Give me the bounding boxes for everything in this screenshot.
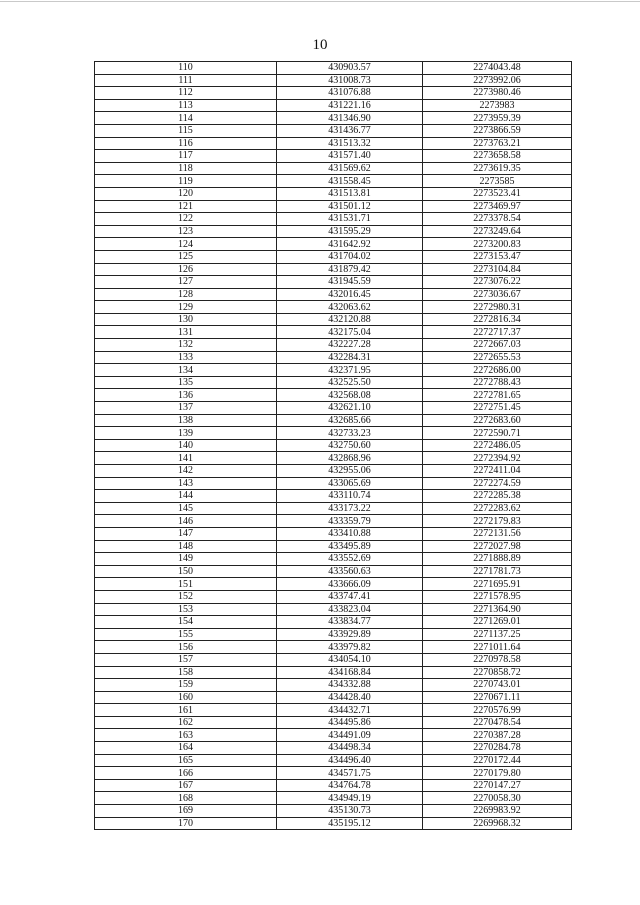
table-row xyxy=(95,792,572,805)
table-row xyxy=(95,653,572,666)
table-row xyxy=(95,590,572,603)
table-row xyxy=(95,250,572,263)
x-coordinate-cell: 431879.42 xyxy=(277,263,423,276)
page-edge-line xyxy=(0,1,640,2)
y-coordinate-cell: 2271011.64 xyxy=(423,641,572,654)
point-number-cell: 159 xyxy=(95,679,277,692)
table-row xyxy=(95,553,572,566)
table-row xyxy=(95,99,572,112)
y-coordinate-cell: 2271781.73 xyxy=(423,565,572,578)
x-coordinate-cell: 435195.12 xyxy=(277,817,423,830)
y-coordinate-cell: 2270058.30 xyxy=(423,792,572,805)
x-coordinate-cell: 433065.69 xyxy=(277,477,423,490)
point-number-cell: 123 xyxy=(95,225,277,238)
x-coordinate-cell: 431221.16 xyxy=(277,99,423,112)
y-coordinate-cell: 2270671.11 xyxy=(423,691,572,704)
x-coordinate-cell: 431513.32 xyxy=(277,137,423,150)
table-row xyxy=(95,565,572,578)
table-row xyxy=(95,427,572,440)
y-coordinate-cell: 2270179.80 xyxy=(423,767,572,780)
x-coordinate-cell: 433495.89 xyxy=(277,540,423,553)
y-coordinate-cell: 2272285.38 xyxy=(423,490,572,503)
y-coordinate-cell: 2273036.67 xyxy=(423,288,572,301)
point-number-cell: 162 xyxy=(95,716,277,729)
table-row xyxy=(95,62,572,75)
x-coordinate-cell: 433410.88 xyxy=(277,527,423,540)
table-row xyxy=(95,540,572,553)
y-coordinate-cell: 2269983.92 xyxy=(423,805,572,818)
x-coordinate-cell: 432284.31 xyxy=(277,351,423,364)
point-number-cell: 129 xyxy=(95,301,277,314)
y-coordinate-cell: 2273249.64 xyxy=(423,225,572,238)
y-coordinate-cell: 2272590.71 xyxy=(423,427,572,440)
y-coordinate-cell: 2273200.83 xyxy=(423,238,572,251)
y-coordinate-cell: 2273983 xyxy=(423,99,572,112)
table-row xyxy=(95,238,572,251)
point-number-cell: 110 xyxy=(95,62,277,75)
table-row xyxy=(95,704,572,717)
table-row xyxy=(95,288,572,301)
page-number: 10 xyxy=(312,37,328,53)
point-number-cell: 138 xyxy=(95,414,277,427)
y-coordinate-cell: 2272486.05 xyxy=(423,439,572,452)
x-coordinate-cell: 431531.71 xyxy=(277,213,423,226)
table-row xyxy=(95,313,572,326)
x-coordinate-cell: 432371.95 xyxy=(277,364,423,377)
table-row xyxy=(95,603,572,616)
point-number-cell: 157 xyxy=(95,653,277,666)
table-row xyxy=(95,477,572,490)
y-coordinate-cell: 2271578.95 xyxy=(423,590,572,603)
point-number-cell: 145 xyxy=(95,502,277,515)
point-number-cell: 168 xyxy=(95,792,277,805)
point-number-cell: 143 xyxy=(95,477,277,490)
x-coordinate-cell: 435130.73 xyxy=(277,805,423,818)
x-coordinate-cell: 434491.09 xyxy=(277,729,423,742)
x-coordinate-cell: 432955.06 xyxy=(277,465,423,478)
x-coordinate-cell: 434332.88 xyxy=(277,679,423,692)
x-coordinate-cell: 434428.40 xyxy=(277,691,423,704)
x-coordinate-cell: 431513.81 xyxy=(277,187,423,200)
point-number-cell: 114 xyxy=(95,112,277,125)
table-row xyxy=(95,137,572,150)
point-number-cell: 149 xyxy=(95,553,277,566)
x-coordinate-cell: 431569.62 xyxy=(277,162,423,175)
x-coordinate-cell: 434495.86 xyxy=(277,716,423,729)
x-coordinate-cell: 431704.02 xyxy=(277,250,423,263)
x-coordinate-cell: 434764.78 xyxy=(277,779,423,792)
table-row xyxy=(95,754,572,767)
x-coordinate-cell: 431076.88 xyxy=(277,87,423,100)
x-coordinate-cell: 433110.74 xyxy=(277,490,423,503)
table-row xyxy=(95,376,572,389)
y-coordinate-cell: 2273585 xyxy=(423,175,572,188)
table-row xyxy=(95,515,572,528)
table-row xyxy=(95,200,572,213)
y-coordinate-cell: 2271888.89 xyxy=(423,553,572,566)
y-coordinate-cell: 2270387.28 xyxy=(423,729,572,742)
y-coordinate-cell: 2272283.62 xyxy=(423,502,572,515)
point-number-cell: 111 xyxy=(95,74,277,87)
point-number-cell: 113 xyxy=(95,99,277,112)
y-coordinate-cell: 2273619.35 xyxy=(423,162,572,175)
x-coordinate-cell: 434498.34 xyxy=(277,742,423,755)
x-coordinate-cell: 431501.12 xyxy=(277,200,423,213)
point-number-cell: 126 xyxy=(95,263,277,276)
y-coordinate-cell: 2272717.37 xyxy=(423,326,572,339)
y-coordinate-cell: 2270576.99 xyxy=(423,704,572,717)
x-coordinate-cell: 432750.60 xyxy=(277,439,423,452)
x-coordinate-cell: 434432.71 xyxy=(277,704,423,717)
point-number-cell: 156 xyxy=(95,641,277,654)
x-coordinate-cell: 432120.88 xyxy=(277,313,423,326)
point-number-cell: 130 xyxy=(95,313,277,326)
table-row xyxy=(95,716,572,729)
x-coordinate-cell: 431558.45 xyxy=(277,175,423,188)
table-row xyxy=(95,641,572,654)
point-number-cell: 166 xyxy=(95,767,277,780)
x-coordinate-cell: 432868.96 xyxy=(277,452,423,465)
point-number-cell: 121 xyxy=(95,200,277,213)
point-number-cell: 147 xyxy=(95,527,277,540)
y-coordinate-cell: 2272411.04 xyxy=(423,465,572,478)
y-coordinate-cell: 2271137.25 xyxy=(423,628,572,641)
point-number-cell: 161 xyxy=(95,704,277,717)
y-coordinate-cell: 2272274.59 xyxy=(423,477,572,490)
table-row xyxy=(95,490,572,503)
x-coordinate-cell: 431008.73 xyxy=(277,74,423,87)
y-coordinate-cell: 2270858.72 xyxy=(423,666,572,679)
table-row xyxy=(95,691,572,704)
y-coordinate-cell: 2272816.34 xyxy=(423,313,572,326)
point-number-cell: 164 xyxy=(95,742,277,755)
y-coordinate-cell: 2272751.45 xyxy=(423,402,572,415)
y-coordinate-cell: 2273763.21 xyxy=(423,137,572,150)
table-row xyxy=(95,616,572,629)
y-coordinate-cell: 2270172.44 xyxy=(423,754,572,767)
table-row xyxy=(95,502,572,515)
y-coordinate-cell: 2272683.60 xyxy=(423,414,572,427)
point-number-cell: 125 xyxy=(95,250,277,263)
y-coordinate-cell: 2270147.27 xyxy=(423,779,572,792)
point-number-cell: 146 xyxy=(95,515,277,528)
y-coordinate-cell: 2273866.59 xyxy=(423,124,572,137)
point-number-cell: 155 xyxy=(95,628,277,641)
y-coordinate-cell: 2271364.90 xyxy=(423,603,572,616)
y-coordinate-cell: 2270478.54 xyxy=(423,716,572,729)
x-coordinate-cell: 434054.10 xyxy=(277,653,423,666)
y-coordinate-cell: 2272788.43 xyxy=(423,376,572,389)
table-row xyxy=(95,225,572,238)
point-number-cell: 170 xyxy=(95,817,277,830)
table-row xyxy=(95,452,572,465)
point-number-cell: 150 xyxy=(95,565,277,578)
x-coordinate-cell: 432227.28 xyxy=(277,339,423,352)
table-row xyxy=(95,276,572,289)
y-coordinate-cell: 2272980.31 xyxy=(423,301,572,314)
y-coordinate-cell: 2272686.00 xyxy=(423,364,572,377)
table-row xyxy=(95,817,572,830)
x-coordinate-cell: 433560.63 xyxy=(277,565,423,578)
y-coordinate-cell: 2273523.41 xyxy=(423,187,572,200)
x-coordinate-cell: 434571.75 xyxy=(277,767,423,780)
y-coordinate-cell: 2273658.58 xyxy=(423,150,572,163)
y-coordinate-cell: 2271695.91 xyxy=(423,578,572,591)
table-row xyxy=(95,779,572,792)
y-coordinate-cell: 2273076.22 xyxy=(423,276,572,289)
table-row xyxy=(95,150,572,163)
table-row xyxy=(95,124,572,137)
y-coordinate-cell: 2273469.97 xyxy=(423,200,572,213)
point-number-cell: 134 xyxy=(95,364,277,377)
y-coordinate-cell: 2273992.06 xyxy=(423,74,572,87)
y-coordinate-cell: 2270284.78 xyxy=(423,742,572,755)
table-row xyxy=(95,339,572,352)
table-row xyxy=(95,187,572,200)
table-row xyxy=(95,465,572,478)
table-row xyxy=(95,439,572,452)
table-row xyxy=(95,301,572,314)
point-number-cell: 118 xyxy=(95,162,277,175)
x-coordinate-cell: 433929.89 xyxy=(277,628,423,641)
y-coordinate-cell: 2271269.01 xyxy=(423,616,572,629)
point-number-cell: 132 xyxy=(95,339,277,352)
y-coordinate-cell: 2272781.65 xyxy=(423,389,572,402)
x-coordinate-cell: 433834.77 xyxy=(277,616,423,629)
table-row xyxy=(95,87,572,100)
y-coordinate-cell: 2273153.47 xyxy=(423,250,572,263)
x-coordinate-cell: 431642.92 xyxy=(277,238,423,251)
y-coordinate-cell: 2270978.58 xyxy=(423,653,572,666)
x-coordinate-cell: 433552.69 xyxy=(277,553,423,566)
point-number-cell: 141 xyxy=(95,452,277,465)
table-row xyxy=(95,414,572,427)
x-coordinate-cell: 432063.62 xyxy=(277,301,423,314)
point-number-cell: 127 xyxy=(95,276,277,289)
table-row xyxy=(95,679,572,692)
coordinate-table xyxy=(94,61,572,830)
table-row xyxy=(95,628,572,641)
table-row xyxy=(95,729,572,742)
point-number-cell: 136 xyxy=(95,389,277,402)
x-coordinate-cell: 431945.59 xyxy=(277,276,423,289)
x-coordinate-cell: 431346.90 xyxy=(277,112,423,125)
x-coordinate-cell: 431436.77 xyxy=(277,124,423,137)
x-coordinate-cell: 433173.22 xyxy=(277,502,423,515)
point-number-cell: 148 xyxy=(95,540,277,553)
x-coordinate-cell: 432525.50 xyxy=(277,376,423,389)
x-coordinate-cell: 431571.40 xyxy=(277,150,423,163)
x-coordinate-cell: 433359.79 xyxy=(277,515,423,528)
point-number-cell: 163 xyxy=(95,729,277,742)
table-row xyxy=(95,578,572,591)
table-row xyxy=(95,175,572,188)
point-number-cell: 122 xyxy=(95,213,277,226)
y-coordinate-cell: 2273104.84 xyxy=(423,263,572,276)
x-coordinate-cell: 433823.04 xyxy=(277,603,423,616)
y-coordinate-cell: 2273959.39 xyxy=(423,112,572,125)
x-coordinate-cell: 430903.57 xyxy=(277,62,423,75)
y-coordinate-cell: 2269968.32 xyxy=(423,817,572,830)
table-row xyxy=(95,213,572,226)
x-coordinate-cell: 434949.19 xyxy=(277,792,423,805)
y-coordinate-cell: 2270743.01 xyxy=(423,679,572,692)
point-number-cell: 152 xyxy=(95,590,277,603)
point-number-cell: 144 xyxy=(95,490,277,503)
point-number-cell: 160 xyxy=(95,691,277,704)
point-number-cell: 120 xyxy=(95,187,277,200)
y-coordinate-cell: 2272027.98 xyxy=(423,540,572,553)
table-row xyxy=(95,402,572,415)
point-number-cell: 158 xyxy=(95,666,277,679)
table-row xyxy=(95,326,572,339)
x-coordinate-cell: 432016.45 xyxy=(277,288,423,301)
point-number-cell: 139 xyxy=(95,427,277,440)
table-row xyxy=(95,389,572,402)
x-coordinate-cell: 434168.84 xyxy=(277,666,423,679)
point-number-cell: 128 xyxy=(95,288,277,301)
point-number-cell: 151 xyxy=(95,578,277,591)
table-row xyxy=(95,767,572,780)
y-coordinate-cell: 2272394.92 xyxy=(423,452,572,465)
y-coordinate-cell: 2272667.03 xyxy=(423,339,572,352)
table-row xyxy=(95,666,572,679)
table-row xyxy=(95,527,572,540)
point-number-cell: 115 xyxy=(95,124,277,137)
x-coordinate-cell: 432568.08 xyxy=(277,389,423,402)
x-coordinate-cell: 432733.23 xyxy=(277,427,423,440)
y-coordinate-cell: 2273980.46 xyxy=(423,87,572,100)
table-row xyxy=(95,805,572,818)
x-coordinate-cell: 433979.82 xyxy=(277,641,423,654)
point-number-cell: 167 xyxy=(95,779,277,792)
y-coordinate-cell: 2272179.83 xyxy=(423,515,572,528)
table-row xyxy=(95,742,572,755)
x-coordinate-cell: 432175.04 xyxy=(277,326,423,339)
y-coordinate-cell: 2272131.56 xyxy=(423,527,572,540)
x-coordinate-cell: 433747.41 xyxy=(277,590,423,603)
table-row xyxy=(95,74,572,87)
x-coordinate-cell: 432621.10 xyxy=(277,402,423,415)
table-row xyxy=(95,351,572,364)
point-number-cell: 140 xyxy=(95,439,277,452)
x-coordinate-cell: 434496.40 xyxy=(277,754,423,767)
point-number-cell: 131 xyxy=(95,326,277,339)
point-number-cell: 117 xyxy=(95,150,277,163)
x-coordinate-cell: 433666.09 xyxy=(277,578,423,591)
table-row xyxy=(95,263,572,276)
table-row xyxy=(95,112,572,125)
point-number-cell: 112 xyxy=(95,87,277,100)
point-number-cell: 137 xyxy=(95,402,277,415)
coordinate-table-body xyxy=(95,62,572,830)
point-number-cell: 169 xyxy=(95,805,277,818)
point-number-cell: 153 xyxy=(95,603,277,616)
point-number-cell: 142 xyxy=(95,465,277,478)
y-coordinate-cell: 2272655.53 xyxy=(423,351,572,364)
table-row xyxy=(95,162,572,175)
point-number-cell: 165 xyxy=(95,754,277,767)
point-number-cell: 119 xyxy=(95,175,277,188)
table-row xyxy=(95,364,572,377)
x-coordinate-cell: 431595.29 xyxy=(277,225,423,238)
x-coordinate-cell: 432685.66 xyxy=(277,414,423,427)
point-number-cell: 135 xyxy=(95,376,277,389)
point-number-cell: 124 xyxy=(95,238,277,251)
y-coordinate-cell: 2273378.54 xyxy=(423,213,572,226)
point-number-cell: 154 xyxy=(95,616,277,629)
y-coordinate-cell: 2274043.48 xyxy=(423,62,572,75)
point-number-cell: 116 xyxy=(95,137,277,150)
point-number-cell: 133 xyxy=(95,351,277,364)
